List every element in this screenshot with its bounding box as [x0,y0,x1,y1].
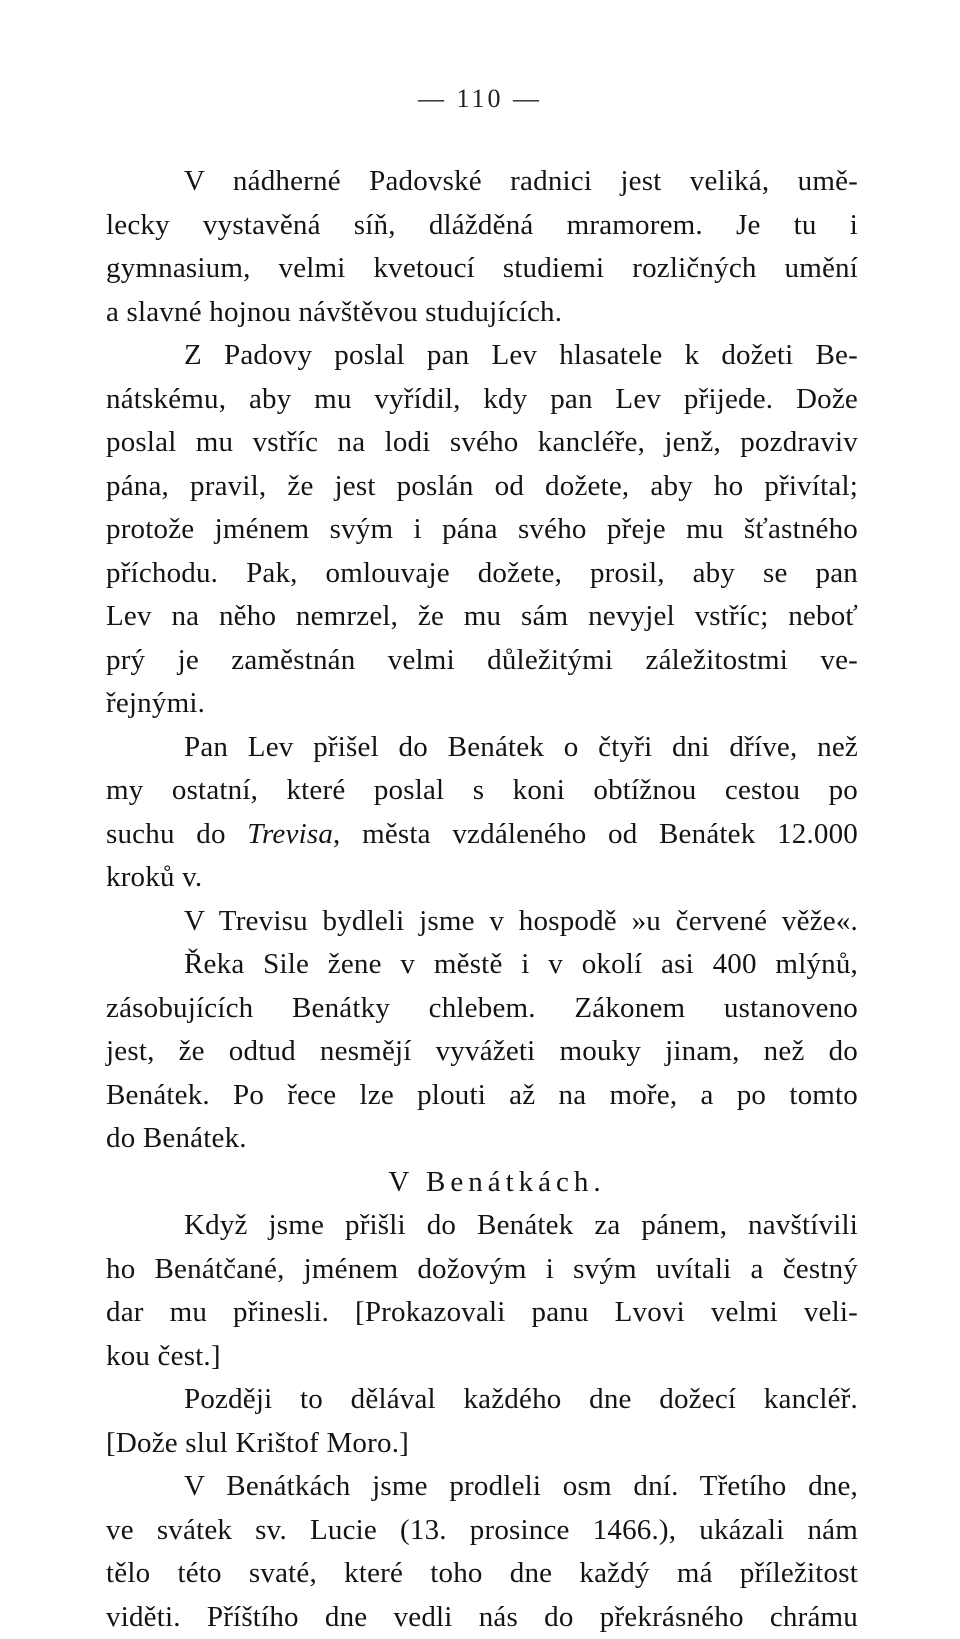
text-line: V nádherné Padovské radnici jest veliká, umě- [106,160,858,204]
text-line: ve svátek sv. Lucie (13. prosince 1466.), ukázali nám [106,1509,858,1553]
text-line: a slavné hojnou návštěvou studujících. [106,291,858,335]
text-line: Řeka Sile žene v městě i v okolí asi 400 mlýnů, [106,943,858,987]
text-line: poslal mu vstříc na lodi svého kancléře, jenž, pozdraviv [106,421,858,465]
text-line: Benátek. Po řece lze plouti až na moře, a po tomto [106,1074,858,1118]
text-line: V Trevisu bydleli jsme v hospodě »u červené věže«. [106,900,858,944]
text-line: Když jsme přišli do Benátek za pánem, navštívili [106,1204,858,1248]
text-line: gymnasium, velmi kvetoucí studiemi rozličných umění [106,247,858,291]
text-fragment: , města vzdáleného od Benátek 12.000 [333,818,858,850]
text-line: Pan Lev přišel do Benátek o čtyři dni dříve, než [106,726,858,770]
text-line: nátskému, aby mu vyřídil, kdy pan Lev přijede. Dože [106,378,858,422]
text-line: Později to dělával každého dne dožecí kancléř. [106,1378,858,1422]
text-line: prý je zaměstnán velmi důležitými záležitostmi ve- [106,639,858,683]
text-line: lecky vystavěná síň, dlážděná mramorem. Je tu i [106,204,858,248]
body-text [106,160,858,1639]
text-line: protože jménem svým i pána svého přeje mu šťastného [106,508,858,552]
page-number: — 110 — [0,84,960,114]
text-line: ho Benátčané, jménem dožovým i svým uvítali a čestný [106,1248,858,1292]
text-line: zásobujících Benátky chlebem. Zákonem ustanoveno [106,987,858,1031]
text-line: příchodu. Pak, omlouvaje dožete, prosil, aby se pan [106,552,858,596]
text-line: [Dože slul Krištof Moro.] [106,1422,858,1466]
text-line [106,813,858,857]
text-line: Lev na něho nemrzel, že mu sám nevyjel vstříc; neboť [106,595,858,639]
section-heading: V Benátkách. [106,1161,858,1205]
text-line: dar mu přinesli. [Prokazovali panu Lvovi velmi veli- [106,1291,858,1335]
text-line: řejnými. [106,682,858,726]
text-fragment: suchu do [106,818,247,850]
italic-place-name: Trevisa [247,818,333,850]
text-line: my ostatní, které poslal s koni obtížnou cestou po [106,769,858,813]
text-line: do Benátek. [106,1117,858,1161]
text-line: kou čest.] [106,1335,858,1379]
text-line: jest, že odtud nesmějí vyvážeti mouky jinam, než do [106,1030,858,1074]
text-line: V Benátkách jsme prodleli osm dní. Třetího dne, [106,1465,858,1509]
text-line: kroků v. [106,856,858,900]
text-line: Z Padovy poslal pan Lev hlasatele k dožeti Be- [106,334,858,378]
text-line: pána, pravil, že jest poslán od dožete, aby ho přivítal; [106,465,858,509]
text-line: tělo této svaté, které toho dne každý má příležitost [106,1552,858,1596]
text-line: viděti. Příštího dne vedli nás do překrásného chrámu [106,1596,858,1639]
